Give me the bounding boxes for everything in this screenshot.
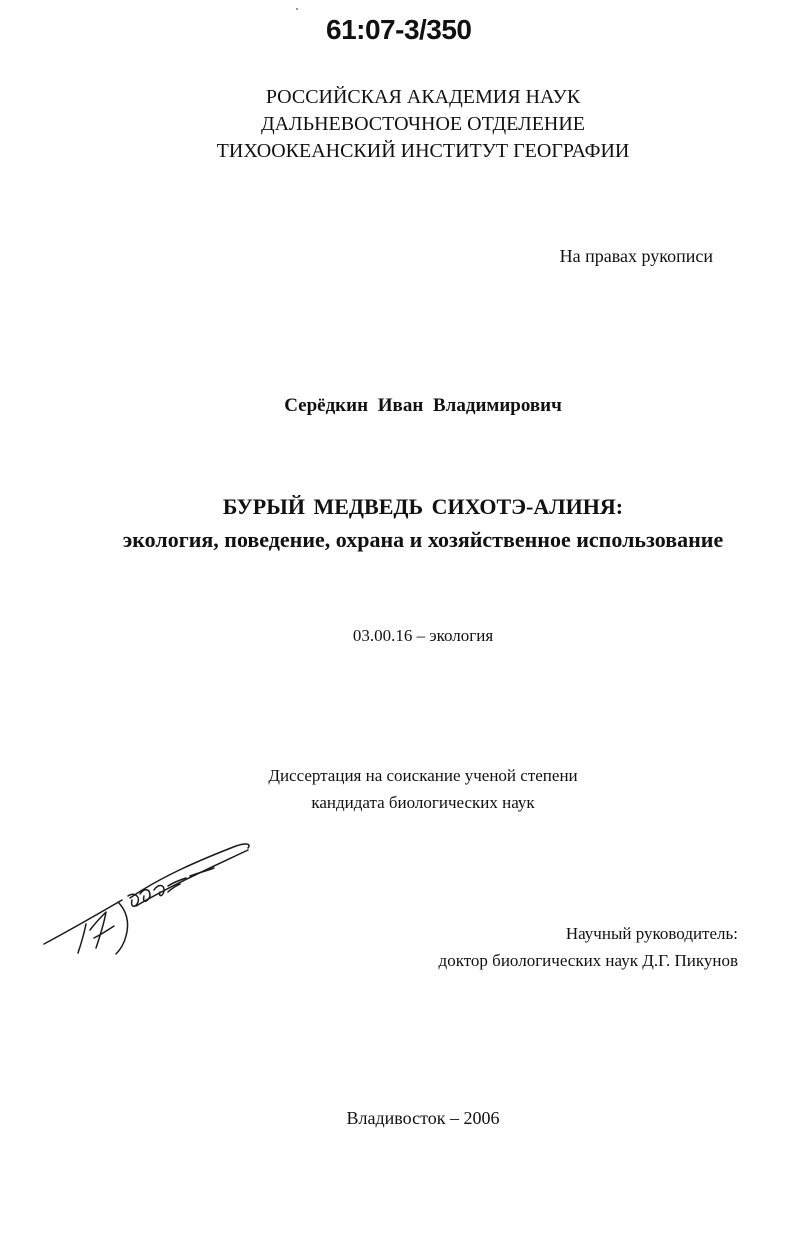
manuscript-rights-note: На правах рукописи	[559, 246, 713, 266]
catalog-number: 61:07-3/350	[326, 14, 472, 45]
specialty-code: 03.00.16 – экология	[352, 626, 494, 645]
dissertation-subtitle: экология, поведение, охрана и хозяйственное использование	[122, 527, 724, 552]
handwritten-signature	[40, 836, 255, 960]
scan-speck	[296, 8, 298, 10]
degree-statement	[0, 762, 799, 816]
organization-header	[0, 84, 799, 165]
city-and-year: Владивосток – 2006	[346, 1108, 500, 1128]
organization-institute: ТИХООКЕАНСКИЙ ИНСТИТУТ ГЕОГРАФИИ	[216, 140, 630, 162]
organization-branch: ДАЛЬНЕВОСТОЧНОЕ ОТДЕЛЕНИЕ	[260, 113, 586, 135]
organization-academy: РОССИЙСКАЯ АКАДЕМИЯ НАУК	[265, 86, 581, 108]
supervisor-label: Научный руководитель:	[565, 924, 738, 943]
supervisor-name: доктор биологических наук Д.Г. Пикунов	[438, 951, 738, 970]
author-name: Серёдкин Иван Владимирович	[284, 395, 562, 416]
dissertation-title: БУРЫЙ МЕДВЕДЬ СИХОТЭ-АЛИНЯ:	[222, 494, 624, 519]
degree-line-1: Диссертация на соискание ученой степени	[268, 766, 578, 785]
degree-line-2: кандидата биологических наук	[311, 793, 535, 812]
scientific-supervisor	[439, 920, 738, 974]
